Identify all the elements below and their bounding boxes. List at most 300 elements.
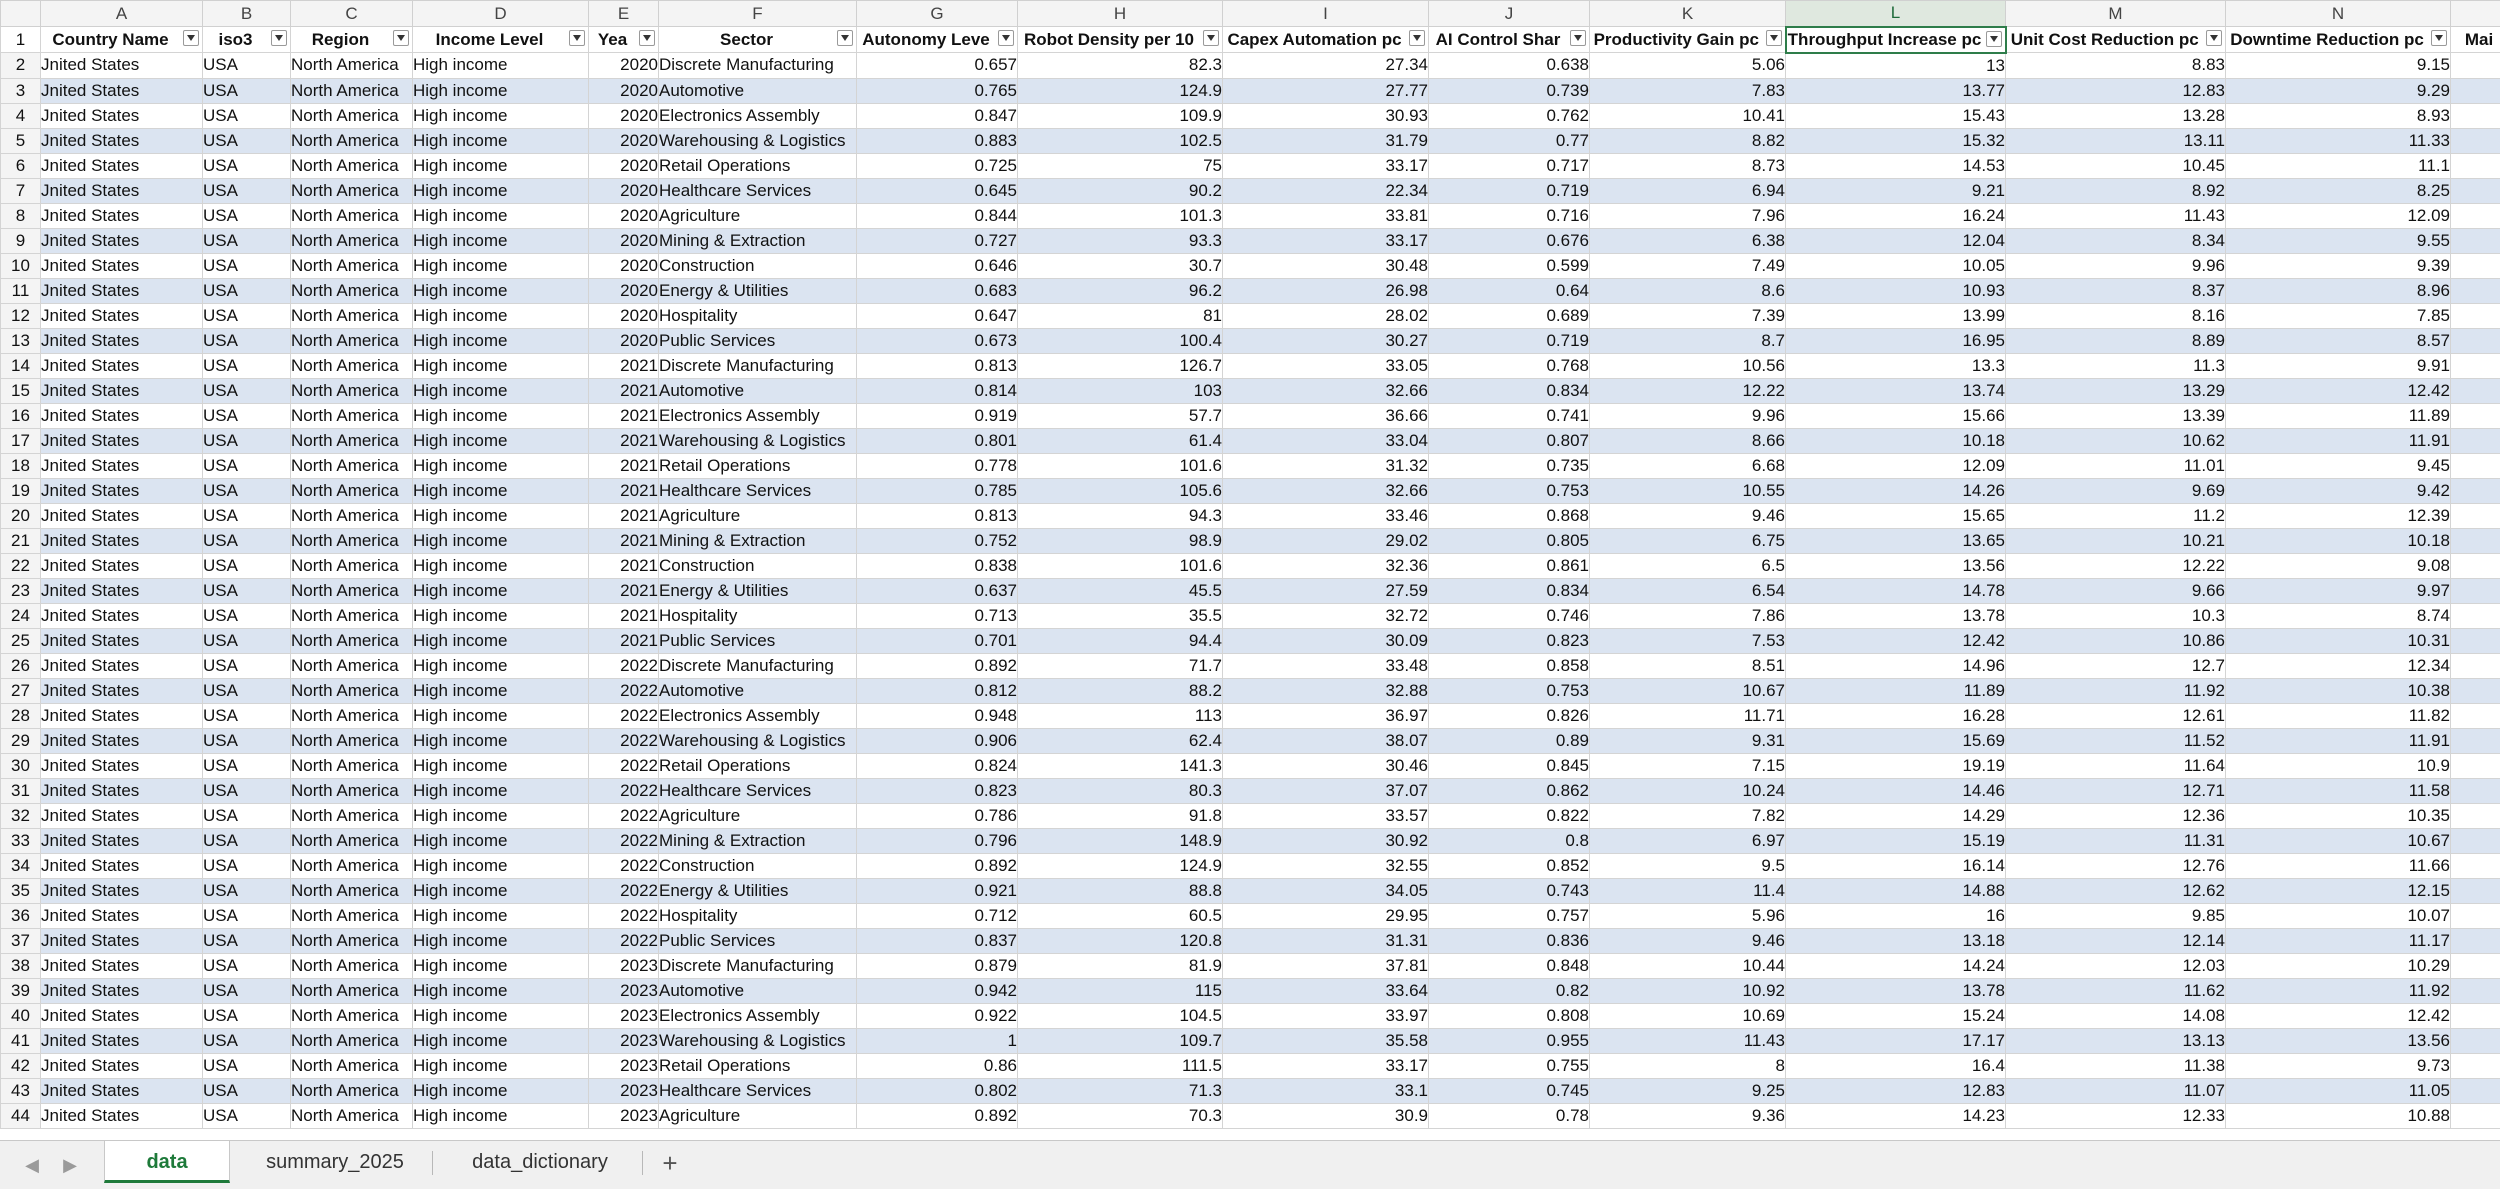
row-number[interactable]: 29 [1, 728, 41, 753]
row-number[interactable]: 35 [1, 878, 41, 903]
table-cell[interactable]: 45.5 [1018, 578, 1223, 603]
table-cell[interactable]: USA [203, 203, 291, 228]
filter-dropdown-icon[interactable] [183, 30, 199, 46]
table-cell[interactable]: 12.42 [1786, 628, 2006, 653]
table-cell[interactable]: 9.66 [2006, 578, 2226, 603]
table-cell[interactable]: USA [203, 153, 291, 178]
header-cell[interactable] [659, 27, 857, 53]
table-cell[interactable]: 33.57 [1223, 803, 1429, 828]
table-cell[interactable] [2451, 628, 2500, 653]
table-cell[interactable]: High income [413, 553, 589, 578]
table-cell[interactable]: 7.82 [1590, 803, 1786, 828]
header-cell[interactable] [2006, 27, 2226, 53]
table-cell[interactable]: North America [291, 753, 413, 778]
table-cell[interactable]: 15.65 [1786, 503, 2006, 528]
table-cell[interactable]: 109.9 [1018, 103, 1223, 128]
filter-dropdown-icon[interactable] [837, 30, 853, 46]
table-cell[interactable]: USA [203, 103, 291, 128]
table-cell[interactable]: 14.08 [2006, 1003, 2226, 1028]
table-cell[interactable]: High income [413, 828, 589, 853]
table-cell[interactable]: Healthcare Services [659, 1078, 857, 1103]
table-cell[interactable]: 12.22 [1590, 378, 1786, 403]
table-cell[interactable]: 10.21 [2006, 528, 2226, 553]
table-cell[interactable]: 10.56 [1590, 353, 1786, 378]
table-cell[interactable]: Jnited States [41, 978, 203, 1003]
table-cell[interactable]: North America [291, 778, 413, 803]
table-cell[interactable]: 14.96 [1786, 653, 2006, 678]
column-letter-E[interactable]: E [589, 1, 659, 27]
table-cell[interactable]: 32.36 [1223, 553, 1429, 578]
table-cell[interactable]: 10.45 [2006, 153, 2226, 178]
table-cell[interactable]: Energy & Utilities [659, 878, 857, 903]
table-cell[interactable]: USA [203, 428, 291, 453]
table-cell[interactable]: 15.19 [1786, 828, 2006, 853]
table-cell[interactable]: 2023 [589, 978, 659, 1003]
table-cell[interactable]: 14.29 [1786, 803, 2006, 828]
table-cell[interactable]: 0.8 [1429, 828, 1590, 853]
table-cell[interactable]: 32.66 [1223, 378, 1429, 403]
table-cell[interactable]: Jnited States [41, 278, 203, 303]
table-cell[interactable]: 0.64 [1429, 278, 1590, 303]
table-cell[interactable]: 80.3 [1018, 778, 1223, 803]
table-cell[interactable]: 13.29 [2006, 378, 2226, 403]
table-cell[interactable]: 103 [1018, 378, 1223, 403]
table-cell[interactable]: North America [291, 478, 413, 503]
table-cell[interactable]: 2020 [589, 178, 659, 203]
table-cell[interactable]: 16.14 [1786, 853, 2006, 878]
table-cell[interactable]: 10.93 [1786, 278, 2006, 303]
table-cell[interactable]: Discrete Manufacturing [659, 653, 857, 678]
table-cell[interactable]: USA [203, 303, 291, 328]
table-cell[interactable] [2451, 603, 2500, 628]
table-cell[interactable]: 0.838 [857, 553, 1018, 578]
row-number[interactable]: 33 [1, 828, 41, 853]
table-cell[interactable] [2451, 653, 2500, 678]
table-cell[interactable]: 28.02 [1223, 303, 1429, 328]
table-cell[interactable]: 0.743 [1429, 878, 1590, 903]
table-cell[interactable]: 0.801 [857, 428, 1018, 453]
table-cell[interactable]: 0.785 [857, 478, 1018, 503]
table-cell[interactable]: 12.34 [2226, 653, 2451, 678]
table-cell[interactable]: 31.79 [1223, 128, 1429, 153]
table-cell[interactable]: 33.17 [1223, 153, 1429, 178]
table-cell[interactable]: 10.38 [2226, 678, 2451, 703]
table-cell[interactable]: 0.813 [857, 503, 1018, 528]
table-cell[interactable]: 2020 [589, 203, 659, 228]
table-cell[interactable]: 6.68 [1590, 453, 1786, 478]
table-cell[interactable]: 33.04 [1223, 428, 1429, 453]
table-cell[interactable]: North America [291, 903, 413, 928]
table-cell[interactable]: Jnited States [41, 703, 203, 728]
table-cell[interactable]: 8.51 [1590, 653, 1786, 678]
header-cell[interactable] [291, 27, 413, 53]
table-cell[interactable]: 0.796 [857, 828, 1018, 853]
table-cell[interactable] [2451, 103, 2500, 128]
row-number[interactable]: 30 [1, 753, 41, 778]
table-cell[interactable]: High income [413, 453, 589, 478]
table-cell[interactable]: 2020 [589, 328, 659, 353]
table-cell[interactable]: 124.9 [1018, 853, 1223, 878]
table-cell[interactable]: High income [413, 528, 589, 553]
table-cell[interactable] [2451, 78, 2500, 103]
table-cell[interactable]: 19.19 [1786, 753, 2006, 778]
column-letter-M[interactable]: M [2006, 1, 2226, 27]
filter-dropdown-icon[interactable] [998, 30, 1014, 46]
filter-dropdown-icon[interactable] [569, 30, 585, 46]
table-cell[interactable]: High income [413, 353, 589, 378]
table-cell[interactable]: 2022 [589, 778, 659, 803]
table-cell[interactable]: 6.94 [1590, 178, 1786, 203]
row-number[interactable]: 25 [1, 628, 41, 653]
table-cell[interactable]: High income [413, 1078, 589, 1103]
table-cell[interactable]: Jnited States [41, 878, 203, 903]
table-cell[interactable]: 8.25 [2226, 178, 2451, 203]
table-cell[interactable]: 71.7 [1018, 653, 1223, 678]
table-cell[interactable]: USA [203, 653, 291, 678]
table-cell[interactable]: North America [291, 803, 413, 828]
header-cell[interactable] [1786, 27, 2006, 53]
table-cell[interactable]: High income [413, 1028, 589, 1053]
table-cell[interactable]: 2020 [589, 278, 659, 303]
table-cell[interactable] [2451, 378, 2500, 403]
table-cell[interactable]: Jnited States [41, 1078, 203, 1103]
table-cell[interactable]: 9.15 [2226, 53, 2451, 79]
table-cell[interactable]: North America [291, 928, 413, 953]
table-cell[interactable]: 2023 [589, 1003, 659, 1028]
table-cell[interactable]: 12.42 [2226, 378, 2451, 403]
table-cell[interactable]: Jnited States [41, 1053, 203, 1078]
tab-data[interactable]: data [104, 1141, 230, 1183]
table-cell[interactable]: 0.824 [857, 753, 1018, 778]
table-cell[interactable] [2451, 1103, 2500, 1128]
filter-dropdown-icon[interactable] [1570, 30, 1586, 46]
table-cell[interactable]: Warehousing & Logistics [659, 728, 857, 753]
table-cell[interactable]: 11.89 [2226, 403, 2451, 428]
table-cell[interactable]: 14.26 [1786, 478, 2006, 503]
row-number[interactable]: 1 [1, 27, 41, 53]
table-cell[interactable]: 32.66 [1223, 478, 1429, 503]
table-cell[interactable]: 2022 [589, 828, 659, 853]
table-cell[interactable]: 2022 [589, 903, 659, 928]
table-cell[interactable]: 12.39 [2226, 503, 2451, 528]
table-cell[interactable]: 2022 [589, 878, 659, 903]
column-letter-J[interactable]: J [1429, 1, 1590, 27]
table-cell[interactable] [2451, 278, 2500, 303]
header-cell[interactable] [1223, 27, 1429, 53]
table-cell[interactable]: 11.62 [2006, 978, 2226, 1003]
table-cell[interactable]: 33.48 [1223, 653, 1429, 678]
table-cell[interactable]: Healthcare Services [659, 478, 857, 503]
table-cell[interactable]: USA [203, 453, 291, 478]
table-cell[interactable]: USA [203, 853, 291, 878]
table-cell[interactable]: 38.07 [1223, 728, 1429, 753]
table-cell[interactable]: 109.7 [1018, 1028, 1223, 1053]
table-cell[interactable]: 0.719 [1429, 178, 1590, 203]
table-cell[interactable]: 6.54 [1590, 578, 1786, 603]
table-cell[interactable]: North America [291, 578, 413, 603]
table-cell[interactable]: 9.85 [2006, 903, 2226, 928]
row-number[interactable]: 14 [1, 353, 41, 378]
table-cell[interactable]: 11.82 [2226, 703, 2451, 728]
row-number[interactable]: 23 [1, 578, 41, 603]
row-number[interactable]: 27 [1, 678, 41, 703]
table-cell[interactable]: USA [203, 328, 291, 353]
table-cell[interactable]: High income [413, 103, 589, 128]
table-cell[interactable]: 27.34 [1223, 53, 1429, 79]
table-cell[interactable]: USA [203, 553, 291, 578]
table-cell[interactable]: 9.91 [2226, 353, 2451, 378]
table-cell[interactable]: 2021 [589, 453, 659, 478]
table-cell[interactable]: Hospitality [659, 303, 857, 328]
table-cell[interactable]: 9.5 [1590, 853, 1786, 878]
table-cell[interactable]: 0.862 [1429, 778, 1590, 803]
table-cell[interactable]: North America [291, 703, 413, 728]
table-cell[interactable]: 33.64 [1223, 978, 1429, 1003]
table-cell[interactable]: 12.09 [1786, 453, 2006, 478]
table-cell[interactable] [2451, 1028, 2500, 1053]
table-cell[interactable]: 9.42 [2226, 478, 2451, 503]
table-cell[interactable]: High income [413, 803, 589, 828]
table-cell[interactable]: Warehousing & Logistics [659, 128, 857, 153]
table-cell[interactable] [2451, 828, 2500, 853]
table-cell[interactable]: 0.906 [857, 728, 1018, 753]
column-letter-L[interactable]: L [1786, 1, 2006, 27]
table-cell[interactable]: 0.861 [1429, 553, 1590, 578]
table-cell[interactable]: 93.3 [1018, 228, 1223, 253]
table-cell[interactable] [2451, 953, 2500, 978]
table-cell[interactable]: Jnited States [41, 78, 203, 103]
table-cell[interactable]: Agriculture [659, 803, 857, 828]
table-cell[interactable]: 0.77 [1429, 128, 1590, 153]
table-cell[interactable]: USA [203, 828, 291, 853]
table-cell[interactable]: Jnited States [41, 603, 203, 628]
table-cell[interactable]: 0.852 [1429, 853, 1590, 878]
table-cell[interactable]: North America [291, 553, 413, 578]
table-cell[interactable]: Jnited States [41, 853, 203, 878]
table-cell[interactable]: 30.27 [1223, 328, 1429, 353]
table-cell[interactable]: 16.24 [1786, 203, 2006, 228]
table-cell[interactable]: 9.96 [1590, 403, 1786, 428]
table-cell[interactable]: 8.96 [2226, 278, 2451, 303]
table-cell[interactable]: Warehousing & Logistics [659, 428, 857, 453]
table-cell[interactable]: 16 [1786, 903, 2006, 928]
table-cell[interactable]: Discrete Manufacturing [659, 53, 857, 79]
table-cell[interactable]: North America [291, 228, 413, 253]
table-cell[interactable]: 81.9 [1018, 953, 1223, 978]
table-cell[interactable]: 9.39 [2226, 253, 2451, 278]
table-cell[interactable]: 7.83 [1590, 78, 1786, 103]
table-cell[interactable]: USA [203, 603, 291, 628]
table-cell[interactable]: Jnited States [41, 1028, 203, 1053]
table-cell[interactable]: 0.813 [857, 353, 1018, 378]
table-cell[interactable]: USA [203, 728, 291, 753]
table-cell[interactable]: 101.3 [1018, 203, 1223, 228]
table-cell[interactable]: 11.91 [2226, 728, 2451, 753]
table-cell[interactable]: 36.66 [1223, 403, 1429, 428]
next-sheet-icon[interactable]: ▶ [58, 1153, 82, 1177]
table-cell[interactable]: 30.9 [1223, 1103, 1429, 1128]
filter-dropdown-icon[interactable] [2431, 30, 2447, 46]
table-cell[interactable]: 10.18 [2226, 528, 2451, 553]
table-cell[interactable]: 2020 [589, 303, 659, 328]
table-cell[interactable]: 0.812 [857, 678, 1018, 703]
table-cell[interactable] [2451, 1053, 2500, 1078]
header-cell[interactable] [2451, 27, 2500, 53]
table-cell[interactable]: 141.3 [1018, 753, 1223, 778]
table-cell[interactable]: North America [291, 828, 413, 853]
table-cell[interactable]: 15.24 [1786, 1003, 2006, 1028]
table-cell[interactable]: 16.28 [1786, 703, 2006, 728]
table-cell[interactable]: Electronics Assembly [659, 703, 857, 728]
table-cell[interactable]: 22.34 [1223, 178, 1429, 203]
table-cell[interactable]: 7.86 [1590, 603, 1786, 628]
table-cell[interactable]: High income [413, 203, 589, 228]
row-number[interactable]: 3 [1, 78, 41, 103]
table-cell[interactable]: 11.71 [1590, 703, 1786, 728]
table-cell[interactable] [2451, 728, 2500, 753]
filter-dropdown-icon[interactable] [1409, 30, 1425, 46]
table-cell[interactable]: 2022 [589, 653, 659, 678]
table-cell[interactable]: 10.44 [1590, 953, 1786, 978]
table-cell[interactable]: North America [291, 603, 413, 628]
table-cell[interactable]: Jnited States [41, 953, 203, 978]
table-cell[interactable]: 0.739 [1429, 78, 1590, 103]
table-cell[interactable]: Agriculture [659, 1103, 857, 1128]
table-cell[interactable]: USA [203, 278, 291, 303]
table-cell[interactable]: 12.83 [2006, 78, 2226, 103]
table-cell[interactable]: High income [413, 228, 589, 253]
table-cell[interactable]: Discrete Manufacturing [659, 953, 857, 978]
table-cell[interactable]: USA [203, 978, 291, 1003]
table-cell[interactable]: 2021 [589, 503, 659, 528]
table-cell[interactable]: 11.07 [2006, 1078, 2226, 1103]
table-cell[interactable]: 0.845 [1429, 753, 1590, 778]
table-cell[interactable]: High income [413, 703, 589, 728]
table-cell[interactable]: 6.75 [1590, 528, 1786, 553]
table-cell[interactable]: 10.67 [2226, 828, 2451, 853]
row-number[interactable]: 31 [1, 778, 41, 803]
table-cell[interactable]: North America [291, 78, 413, 103]
table-cell[interactable] [2451, 53, 2500, 79]
filter-dropdown-icon[interactable] [1986, 31, 2002, 47]
table-cell[interactable]: 0.657 [857, 53, 1018, 79]
table-cell[interactable]: 0.752 [857, 528, 1018, 553]
table-cell[interactable]: 13.77 [1786, 78, 2006, 103]
table-cell[interactable]: 81 [1018, 303, 1223, 328]
table-cell[interactable]: 9.25 [1590, 1078, 1786, 1103]
table-cell[interactable]: 12.03 [2006, 953, 2226, 978]
table-cell[interactable]: Jnited States [41, 328, 203, 353]
table-cell[interactable]: 8.6 [1590, 278, 1786, 303]
table-cell[interactable] [2451, 453, 2500, 478]
table-cell[interactable]: Retail Operations [659, 753, 857, 778]
table-cell[interactable]: 2022 [589, 928, 659, 953]
header-cell[interactable] [1429, 27, 1590, 53]
table-cell[interactable]: High income [413, 903, 589, 928]
table-cell[interactable]: 12.22 [2006, 553, 2226, 578]
table-cell[interactable]: High income [413, 628, 589, 653]
table-cell[interactable]: 0.713 [857, 603, 1018, 628]
table-cell[interactable]: Agriculture [659, 503, 857, 528]
table-cell[interactable]: 30.93 [1223, 103, 1429, 128]
table-cell[interactable]: 101.6 [1018, 553, 1223, 578]
column-letter-K[interactable]: K [1590, 1, 1786, 27]
table-cell[interactable]: 2021 [589, 403, 659, 428]
table-cell[interactable]: 11.43 [1590, 1028, 1786, 1053]
table-cell[interactable]: 0.746 [1429, 603, 1590, 628]
row-number[interactable]: 44 [1, 1103, 41, 1128]
table-cell[interactable]: 12.09 [2226, 203, 2451, 228]
table-cell[interactable]: 0.823 [1429, 628, 1590, 653]
table-cell[interactable]: Energy & Utilities [659, 278, 857, 303]
table-cell[interactable]: High income [413, 1053, 589, 1078]
table-cell[interactable]: 8.93 [2226, 103, 2451, 128]
table-cell[interactable]: USA [203, 503, 291, 528]
table-cell[interactable]: 26.98 [1223, 278, 1429, 303]
table-cell[interactable]: 10.05 [1786, 253, 2006, 278]
table-cell[interactable]: 0.847 [857, 103, 1018, 128]
table-cell[interactable]: 12.04 [1786, 228, 2006, 253]
table-cell[interactable]: North America [291, 878, 413, 903]
table-cell[interactable]: 9.29 [2226, 78, 2451, 103]
table-cell[interactable]: 94.4 [1018, 628, 1223, 653]
table-cell[interactable]: 13.11 [2006, 128, 2226, 153]
table-cell[interactable]: Jnited States [41, 353, 203, 378]
row-number[interactable]: 12 [1, 303, 41, 328]
table-cell[interactable]: Construction [659, 253, 857, 278]
table-cell[interactable]: Construction [659, 853, 857, 878]
table-cell[interactable]: 12.61 [2006, 703, 2226, 728]
table-cell[interactable]: 7.96 [1590, 203, 1786, 228]
table-cell[interactable]: USA [203, 1053, 291, 1078]
row-number[interactable]: 4 [1, 103, 41, 128]
table-cell[interactable]: 11.92 [2006, 678, 2226, 703]
table-cell[interactable]: Agriculture [659, 203, 857, 228]
table-cell[interactable]: Retail Operations [659, 1053, 857, 1078]
table-cell[interactable]: 12.14 [2006, 928, 2226, 953]
table-cell[interactable]: Jnited States [41, 503, 203, 528]
row-number[interactable]: 16 [1, 403, 41, 428]
table-cell[interactable]: 30.92 [1223, 828, 1429, 853]
table-cell[interactable]: 0.919 [857, 403, 1018, 428]
table-cell[interactable]: 70.3 [1018, 1103, 1223, 1128]
table-cell[interactable]: Jnited States [41, 803, 203, 828]
filter-dropdown-icon[interactable] [639, 30, 655, 46]
header-cell[interactable] [413, 27, 589, 53]
table-cell[interactable]: 8.34 [2006, 228, 2226, 253]
table-cell[interactable]: 0.892 [857, 853, 1018, 878]
table-cell[interactable]: North America [291, 303, 413, 328]
table-cell[interactable]: 12.33 [2006, 1103, 2226, 1128]
table-cell[interactable]: 13.13 [2006, 1028, 2226, 1053]
table-cell[interactable]: North America [291, 728, 413, 753]
table-cell[interactable]: Jnited States [41, 578, 203, 603]
table-cell[interactable]: 0.892 [857, 1103, 1018, 1128]
table-cell[interactable]: 0.716 [1429, 203, 1590, 228]
table-cell[interactable]: Jnited States [41, 103, 203, 128]
table-cell[interactable]: High income [413, 428, 589, 453]
table-cell[interactable]: 9.69 [2006, 478, 2226, 503]
table-cell[interactable]: 82.3 [1018, 53, 1223, 79]
filter-dropdown-icon[interactable] [393, 30, 409, 46]
table-cell[interactable]: 33.97 [1223, 1003, 1429, 1028]
table-cell[interactable] [2451, 528, 2500, 553]
row-number[interactable]: 15 [1, 378, 41, 403]
table-cell[interactable]: Jnited States [41, 128, 203, 153]
table-cell[interactable]: USA [203, 578, 291, 603]
table-cell[interactable]: High income [413, 328, 589, 353]
table-cell[interactable]: North America [291, 103, 413, 128]
